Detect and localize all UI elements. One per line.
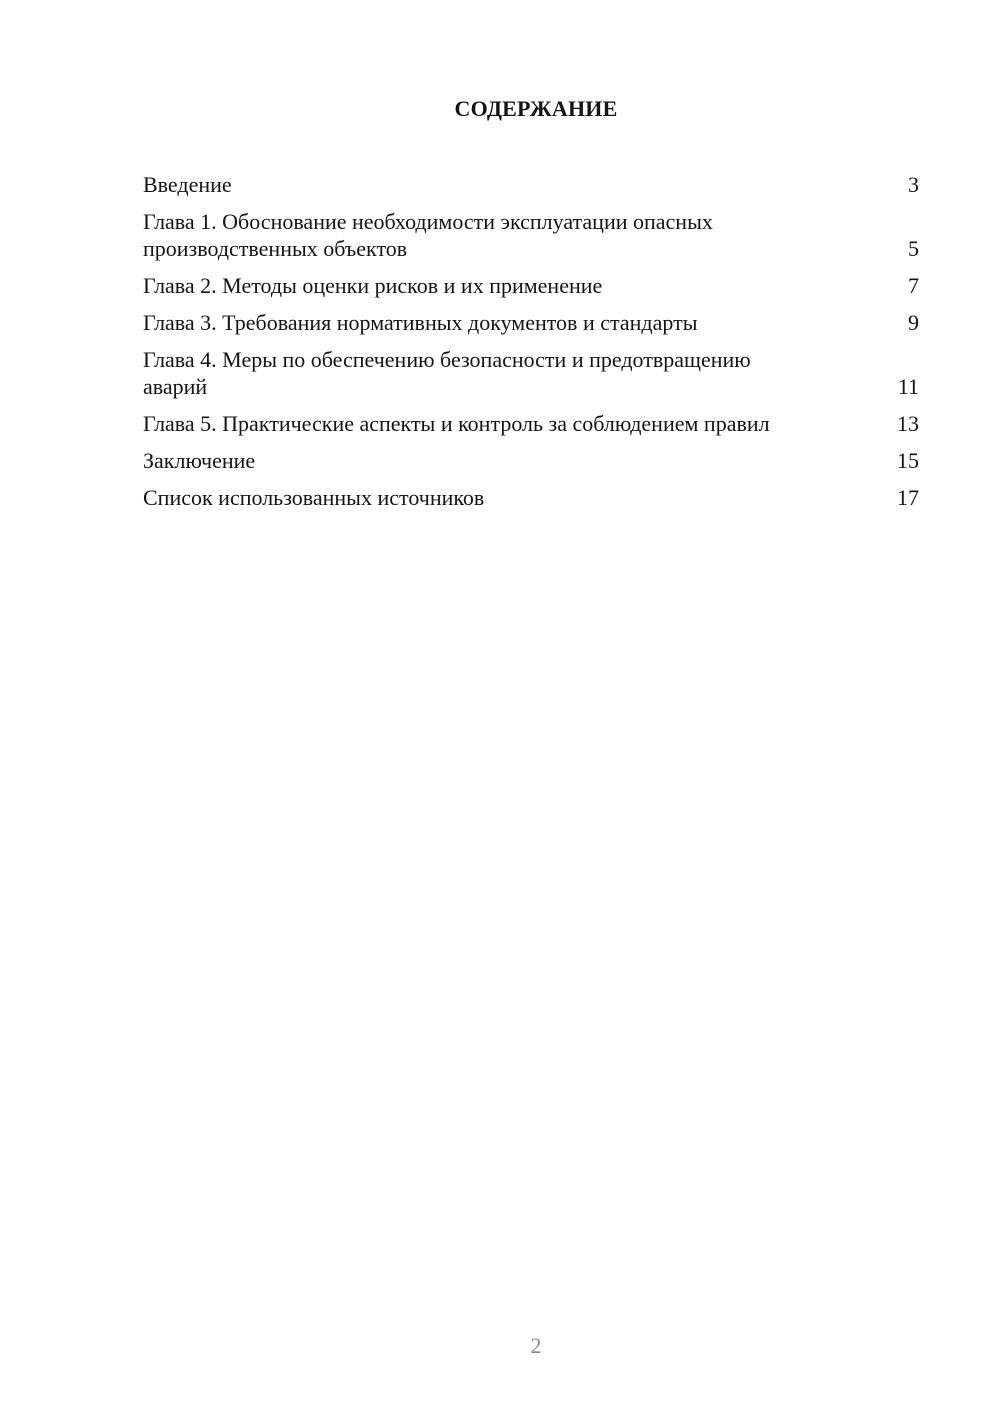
toc-title: СОДЕРЖАНИЕ (454, 96, 618, 121)
toc-entry-page: 9 (908, 310, 919, 335)
toc-entry-text: Введение (143, 172, 232, 197)
toc-entry-page: 11 (897, 374, 919, 399)
toc-entry-introduction[interactable] (143, 171, 919, 198)
toc-entry-text: Глава 3. Требования нормативных документов и стандарты (143, 310, 698, 335)
toc-entry-chapter-1[interactable] (143, 208, 919, 262)
table-of-contents (143, 171, 919, 521)
toc-entry-page: 15 (897, 448, 919, 473)
toc-entry-chapter-4[interactable] (143, 346, 919, 400)
page-number: 2 (530, 1333, 542, 1358)
toc-entry-chapter-5[interactable] (143, 410, 919, 437)
toc-entry-text: Глава 1. Обоснование необходимости эксплуатации опасных производственных объектов (143, 209, 713, 261)
toc-entry-page: 13 (897, 411, 919, 436)
toc-entry-page: 17 (897, 485, 919, 510)
toc-entry-text: Глава 4. Меры по обеспечению безопасности и предотвращению аварий (143, 347, 751, 399)
toc-entry-text: Заключение (143, 448, 256, 473)
toc-entry-text: Глава 5. Практические аспекты и контроль за соблюдением правил (143, 411, 770, 436)
toc-entry-chapter-2[interactable] (143, 272, 919, 299)
toc-entry-page: 5 (908, 236, 919, 261)
toc-entry-references[interactable] (143, 484, 919, 511)
toc-entry-conclusion[interactable] (143, 447, 919, 474)
toc-entry-chapter-3[interactable] (143, 309, 919, 336)
toc-entry-text: Глава 2. Методы оценки рисков и их применение (143, 273, 603, 298)
toc-entry-text: Список использованных источников (143, 485, 485, 510)
toc-entry-page: 3 (908, 172, 919, 197)
toc-entry-page: 7 (908, 273, 919, 298)
